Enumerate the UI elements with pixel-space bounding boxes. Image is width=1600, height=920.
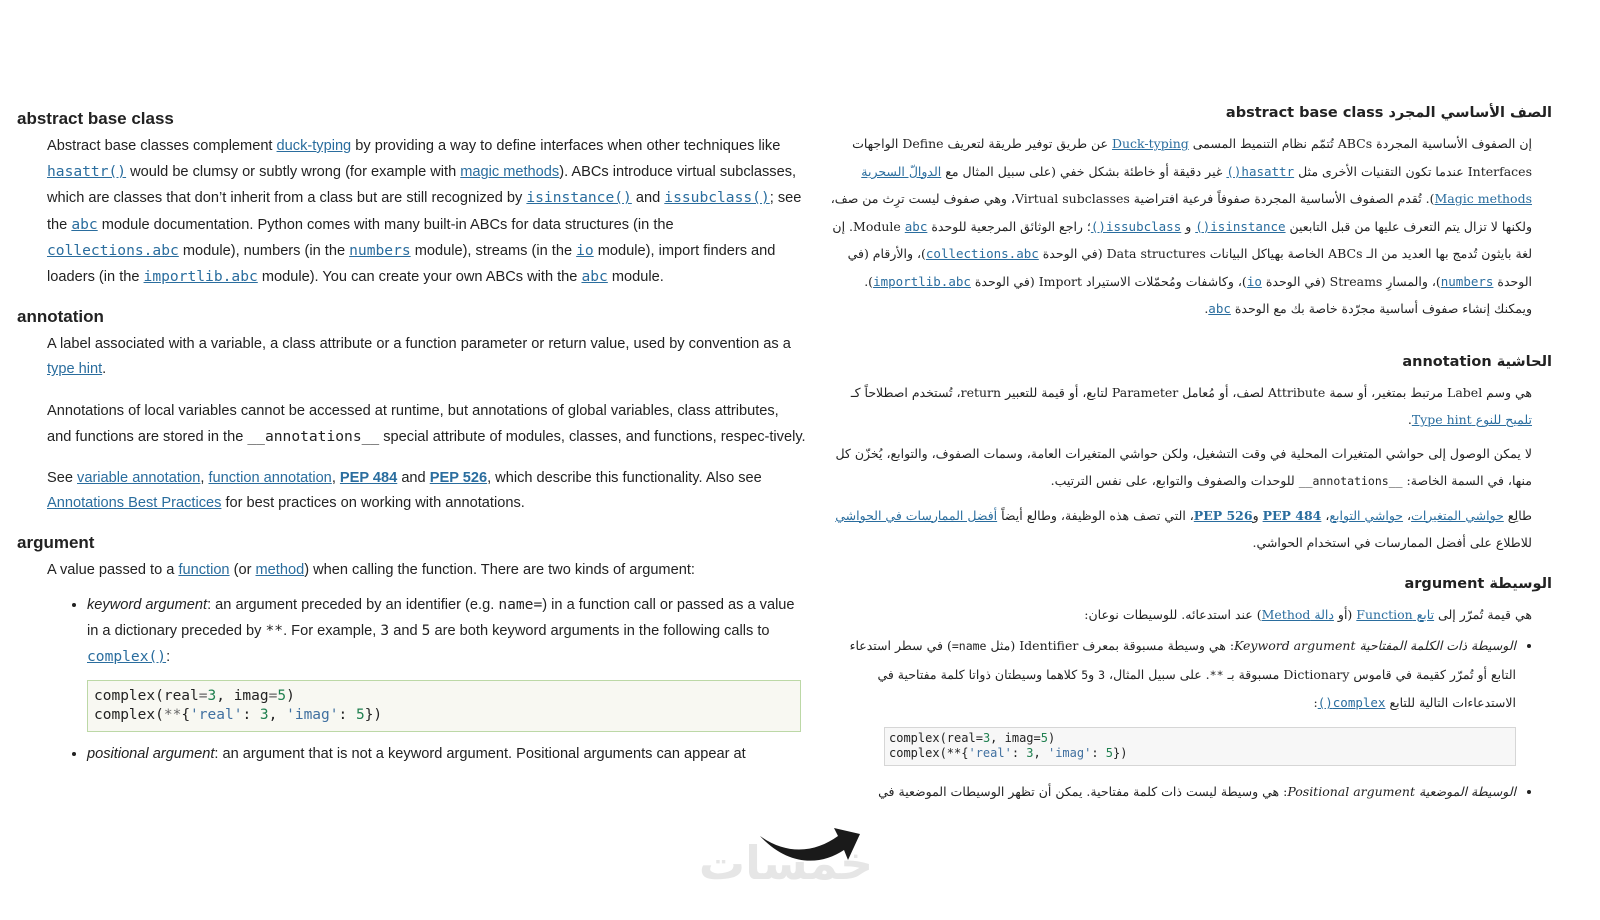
annotation-p2: Annotations of local variables cannot be accessed at runtime, but annotations of global variables, class attributes, and functions are stored in the __annotations__ special attribute of modules, classes, and functions, respec-tively. [47, 402, 806, 445]
ar-link-function[interactable]: تابع Function [1356, 606, 1435, 622]
ar-link-method[interactable]: دالة Method [1261, 606, 1334, 622]
ar-link-pep-526[interactable]: PEP 526 [1193, 507, 1253, 523]
ar-annotation-p2: لا يمكن الوصول إلى حواشي المتغيرات المحلية في وقت التشغيل، ولكن حواشي المتغيرات العامة، وسمات الصفوف، والتوابع، يُخزّن كل منها، في السمة الخاصة: __annotations__ للوحدات والصفوف والتوابع، على نفس الترتيب. [835, 445, 1532, 488]
code-line: complex(real=3, imag=5) [889, 730, 1056, 745]
ar-link-isinstance[interactable]: isinstance() [1195, 218, 1286, 234]
ar-link-collections-abc[interactable]: collections.abc [925, 246, 1039, 261]
ar-link-pep-484[interactable]: PEP 484 [1262, 507, 1322, 523]
ar-term-annotation: الحاشية annotation [1402, 353, 1552, 370]
code-line: complex(**{'real': 3, 'imag': 5}) [94, 707, 383, 724]
list-item: • positional argument: an argument that is not a keyword argument. Positional arguments can appear at [87, 742, 807, 767]
ar-argument-kinds-list [828, 632, 1552, 717]
link-pep-484[interactable]: PEP 484 [339, 470, 398, 487]
ar-abc-description: إن الصفوف الأساسية المجردة ABCs تُتمّم نظام التنميط المسمى Duck-typing عن طريق توفير طريقة لتعريف Define الواجهات Interfaces عندما تكون التقنيات الأخرى مثل hasattr() غير دقيقة أو خاطئة بشكل خفي (على سبيل المثال مع الدوالّ السحرية Magic methods). تُقدم الصفوف الأساسية المجردة صفوفاً فرعية افتراضية Virtual subclasses، وهي صفوف ليست ترِث من صف، ولكنها لا تزال يتم التعرف عليها من قبل التابعين isinstance() و issubclass()؛ راجع الوثائق المرجعية للوحدة Module abc. إن لغة بايثون تُدمج بها العديد من الـ ABCs الخاصة بهياكل البيانات Data structures (في الوحدة collections.abc)، والأرقام (في الوحدة numbers)، والمسارِ Streams (في الوحدة io)، وكاشفات ومُحمّلات الاستيراد Import (في الوحدة importlib.abc). ويمكنك إنشاء صفوف أساسية مجرّدة خاصة بك مع الوحدة abc. [830, 136, 1532, 316]
link-duck-typing[interactable]: duck-typing [276, 138, 352, 154]
ar-link-duck-typing[interactable]: Duck-typing [1111, 136, 1189, 151]
list-item: • الوسيطة الموضعية Positional argument: هي وسيطة ليست ذات كلمة مفتاحية. يمكن أن تظهر الوسيطات الموضعية في [828, 778, 1516, 806]
ar-annotation-p3: طالِع حواشي المتغيرات، حواشي التوابع، PEP 484 وPEP 526، التي تصف هذه الوظيفة، وطالع أيضاً أفضل الممارسات في الحواشي للاطلاع على أفضل الممارسات في استخدام الحواشي. [835, 507, 1532, 550]
english-glossary [17, 108, 807, 777]
link-complex[interactable]: complex() [87, 648, 167, 666]
ar-link-function-annotation[interactable]: حواشي التوابع [1329, 507, 1404, 523]
term-argument: argument [17, 533, 95, 553]
link-magic-methods[interactable]: magic methods [460, 164, 560, 181]
annotation-p1: A label associated with a variable, a class attribute or a function parameter or return value, used by convention as a type hint. [47, 336, 791, 378]
code-line: complex(**{'real': 3, 'imag': 5}) [889, 746, 1128, 760]
link-annotations-best-practices[interactable]: Annotations Best Practices [47, 495, 222, 512]
link-type-hint[interactable]: type hint [47, 361, 103, 378]
khamsat-logo [688, 822, 884, 892]
ar-code-block [884, 727, 1516, 766]
ar-link-hasattr[interactable]: hasattr() [1226, 163, 1295, 179]
link-method[interactable]: method [255, 562, 305, 579]
link-isinstance[interactable]: isinstance() [526, 189, 632, 207]
entry-annotation [17, 306, 807, 516]
link-importlib-abc[interactable]: importlib.abc [143, 268, 258, 286]
ar-entry-abstract-base-class [828, 100, 1552, 323]
ar-annotation-p1: هي وسم Label مرتبط بمتغير، أو سمة Attribute لصف، أو مُعامل Parameter لتابع، أو قيمة للتعبير return، تُستخدم اصطلاحاً كـ تلميح للنوع Type hint. [850, 384, 1532, 427]
ar-argument-kinds-list-2 [828, 778, 1552, 806]
link-numbers[interactable]: numbers [349, 241, 411, 259]
link-abc[interactable]: abc [71, 215, 98, 233]
list-item: • الوسيطة ذات الكلمة المفتاحية Keyword argument: هي وسيطة مسبوقة بمعرف Identifier (مثل name=) في سطر استدعاء التابع أو تُمرّر كقيمة في قاموس Dictionary مسبوقة بـ **. على سبيل المثال، 3 و5 كلاهما وسيطتان ذواتا كلمة مفتاحية في الاستدعاءات التالية للتابع complex(): [828, 632, 1516, 717]
ar-link-complex[interactable]: complex() [1317, 695, 1386, 710]
link-variable-annotation[interactable]: variable annotation [77, 470, 201, 487]
ar-link-variable-annotation[interactable]: حواشي المتغيرات [1411, 507, 1504, 523]
term-annotation: annotation [17, 307, 104, 327]
ar-link-abc-2[interactable]: abc [1208, 301, 1231, 316]
ar-link-annotations-best-practices[interactable]: أفضل الممارسات في الحواشي [835, 507, 998, 523]
link-function-annotation[interactable]: function annotation [208, 470, 332, 487]
link-io[interactable]: io [576, 241, 594, 259]
ar-entry-argument [828, 571, 1552, 806]
argument-p1: A value passed to a function (or method) when calling the function. There are two kinds of argument: [47, 562, 695, 579]
annotation-p3: See variable annotation, function annotation, PEP 484 and PEP 526, which describe this functionality. Also see Annotations Best Practices for best practices on working with annotations. [47, 470, 762, 512]
ar-link-abc[interactable]: abc [904, 218, 928, 234]
arabic-glossary [828, 100, 1552, 811]
link-collections-abc[interactable]: collections.abc [47, 241, 179, 259]
argument-kinds-list [47, 592, 807, 768]
ar-link-issubclass[interactable]: issubclass() [1090, 218, 1182, 234]
ar-link-importlib-abc[interactable]: importlib.abc [873, 273, 971, 289]
ar-term-abstract-base-class: الصف الأساسي المجرد abstract base class [1225, 105, 1552, 121]
link-abc-2[interactable]: abc [581, 268, 608, 286]
link-function[interactable]: function [178, 562, 230, 579]
ar-entry-annotation [828, 349, 1552, 557]
logo-text: خمسات [698, 836, 874, 890]
list-item: • keyword argument: an argument preceded by an identifier (e.g. name=) in a function call or passed as a value in a dictionary preceded by **. For example, 3 and 5 are both keyword arguments in the following calls to complex(): complex(real=3, imag=5) complex(**{'real': 3, 'imag': 5}) [87, 592, 807, 733]
ar-link-magic-methods[interactable]: الدوالّ السحرية Magic methods [861, 163, 1532, 206]
code-block [87, 680, 801, 732]
link-issubclass[interactable]: issubclass() [664, 189, 770, 207]
abc-description: Abstract base classes complement duck-typing by providing a way to define interfaces when other techniques like hasattr() would be clumsy or subtly wrong (for example with magic methods). ABCs introduce virtual subclasses, which are classes that don’t inherit from a class but are still recognized by isinstance() and issubclass(); see the abc module documentation. Python comes with many built-in ABCs for data structures (in the collections.abc module), numbers (in the numbers module), streams (in the io module), import finders and loaders (in the importlib.abc module). You can create your own ABCs with the abc module. [47, 138, 802, 286]
ar-link-io[interactable]: io [1246, 273, 1262, 289]
link-hasattr[interactable]: hasattr() [47, 163, 127, 181]
ar-link-numbers[interactable]: numbers [1440, 273, 1494, 289]
term-abstract-base-class: abstract base class [17, 109, 174, 128]
entry-abstract-base-class [17, 108, 807, 290]
entry-argument [17, 532, 807, 767]
ar-argument-p1: هي قيمة تُمرّر إلى تابع Function (أو دالة Method) عند استدعائه. للوسيطات نوعان: [1084, 606, 1532, 622]
ar-term-argument: الوسيطة argument [1404, 575, 1552, 592]
code-line: complex(real=3, imag=5) [94, 688, 295, 705]
link-pep-526[interactable]: PEP 526 [429, 470, 488, 487]
ar-link-type-hint[interactable]: تلميح للنوع Type hint [1411, 412, 1532, 427]
